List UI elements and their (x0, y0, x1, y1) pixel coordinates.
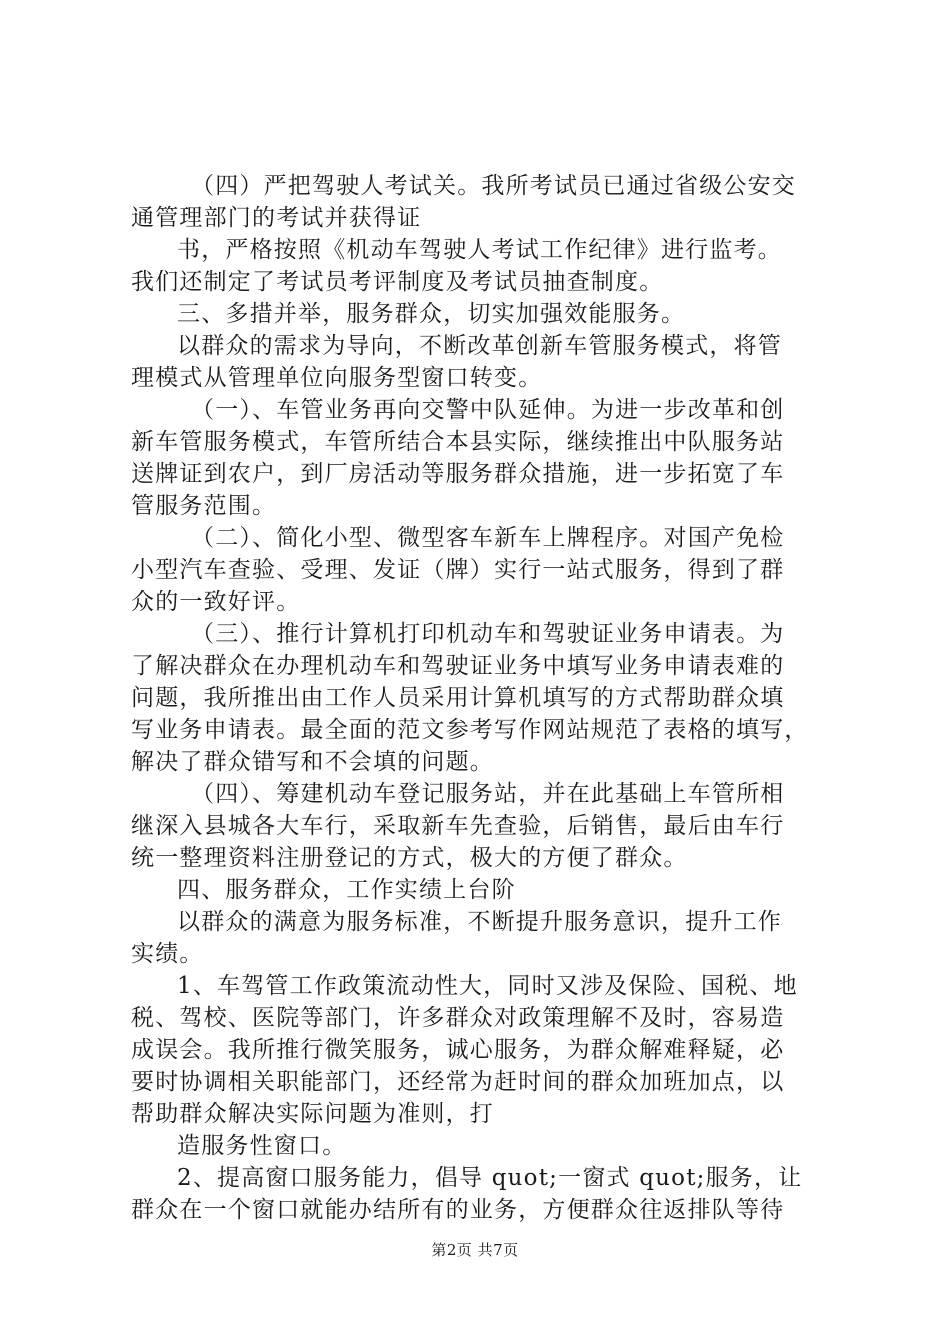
text-line: 我们还制定了考试员考评制度及考试员抽查制度。 (131, 269, 664, 295)
text-line: 新车管服务模式，车管所结合本县实际，继续推出中队服务站 (131, 429, 785, 455)
text-line: （四）、筹建机动车登记服务站，并在此基础上车管所相 (191, 781, 785, 807)
text-line: 写业务申请表。最全面的范文参考写作网站规范了表格的填写， (131, 717, 809, 743)
text-line: 理模式从管理单位向服务型窗口转变。 (131, 365, 543, 391)
text-line: 四、服务群众，工作实绩上台阶 (177, 877, 516, 903)
text-line: 税、驾校、医院等部门，许多群众对政策理解不及时，容易造 (131, 1005, 785, 1031)
text-line: 群众在一个窗口就能办结所有的业务，方便群众往返排队等待 (131, 1197, 785, 1223)
text-line: 实绩。 (131, 941, 204, 967)
text-line: 问题，我所推出由工作人员采用计算机填写的方式帮助群众填 (131, 685, 785, 711)
text-line: 三、多措并举，服务群众，切实加强效能服务。 (177, 301, 686, 327)
text-line: 统一整理资料注册登记的方式，极大的方便了群众。 (131, 845, 688, 871)
text-line: 造服务性窗口。 (177, 1133, 347, 1159)
text-line: 了解决群众在办理机动车和驾驶证业务中填写业务申请表难的 (131, 653, 785, 679)
text-line: 书，严格按照《机动车驾驶人考试工作纪律》进行监考。 (177, 237, 782, 263)
text-line: （四）严把驾驶人考试关。我所考试员已通过省级公安交 (191, 173, 796, 199)
text-line: 解决了群众错写和不会填的问题。 (131, 749, 494, 775)
text-line: 众的一致好评。 (131, 589, 301, 615)
text-line: 以群众的需求为导向，不断改革创新车管服务模式，将管 (177, 333, 782, 359)
page-footer: 第2页 共7页 (431, 1241, 519, 1259)
text-line: （一）、车管业务再向交警中队延伸。为进一步改革和创 (191, 397, 785, 423)
text-line: 管服务范围。 (131, 493, 277, 519)
text-line: （二）、简化小型、微型客车新车上牌程序。对国产免检 (191, 525, 785, 551)
text-line: 帮助群众解决实际问题为准则，打 (131, 1101, 494, 1127)
text-line: 小型汽车查验、受理、发证（牌）实行一站式服务，得到了群 (131, 557, 785, 583)
text-line: 成误会。我所推行微笑服务，诚心服务，为群众解难释疑，必 (131, 1037, 785, 1063)
text-line: 1、车驾管工作政策流动性大，同时又涉及保险、国税、地 (177, 973, 798, 999)
document-body (131, 170, 831, 1226)
text-line: 送牌证到农户，到厂房活动等服务群众措施，进一步拓宽了车 (131, 461, 785, 487)
text-line: 继深入县城各大车行，采取新车先查验，后销售，最后由车行 (131, 813, 785, 839)
text-line: （三）、推行计算机打印机动车和驾驶证业务申请表。为 (191, 621, 785, 647)
text-line: 通管理部门的考试并获得证 (131, 205, 422, 231)
text-line: 要时协调相关职能部门，还经常为赶时间的群众加班加点，以 (131, 1069, 785, 1095)
text-line: 以群众的满意为服务标准，不断提升服务意识，提升工作 (177, 909, 782, 935)
text-line: 2、提高窗口服务能力，倡导 quot;一窗式 quot;服务，让 (177, 1165, 803, 1191)
